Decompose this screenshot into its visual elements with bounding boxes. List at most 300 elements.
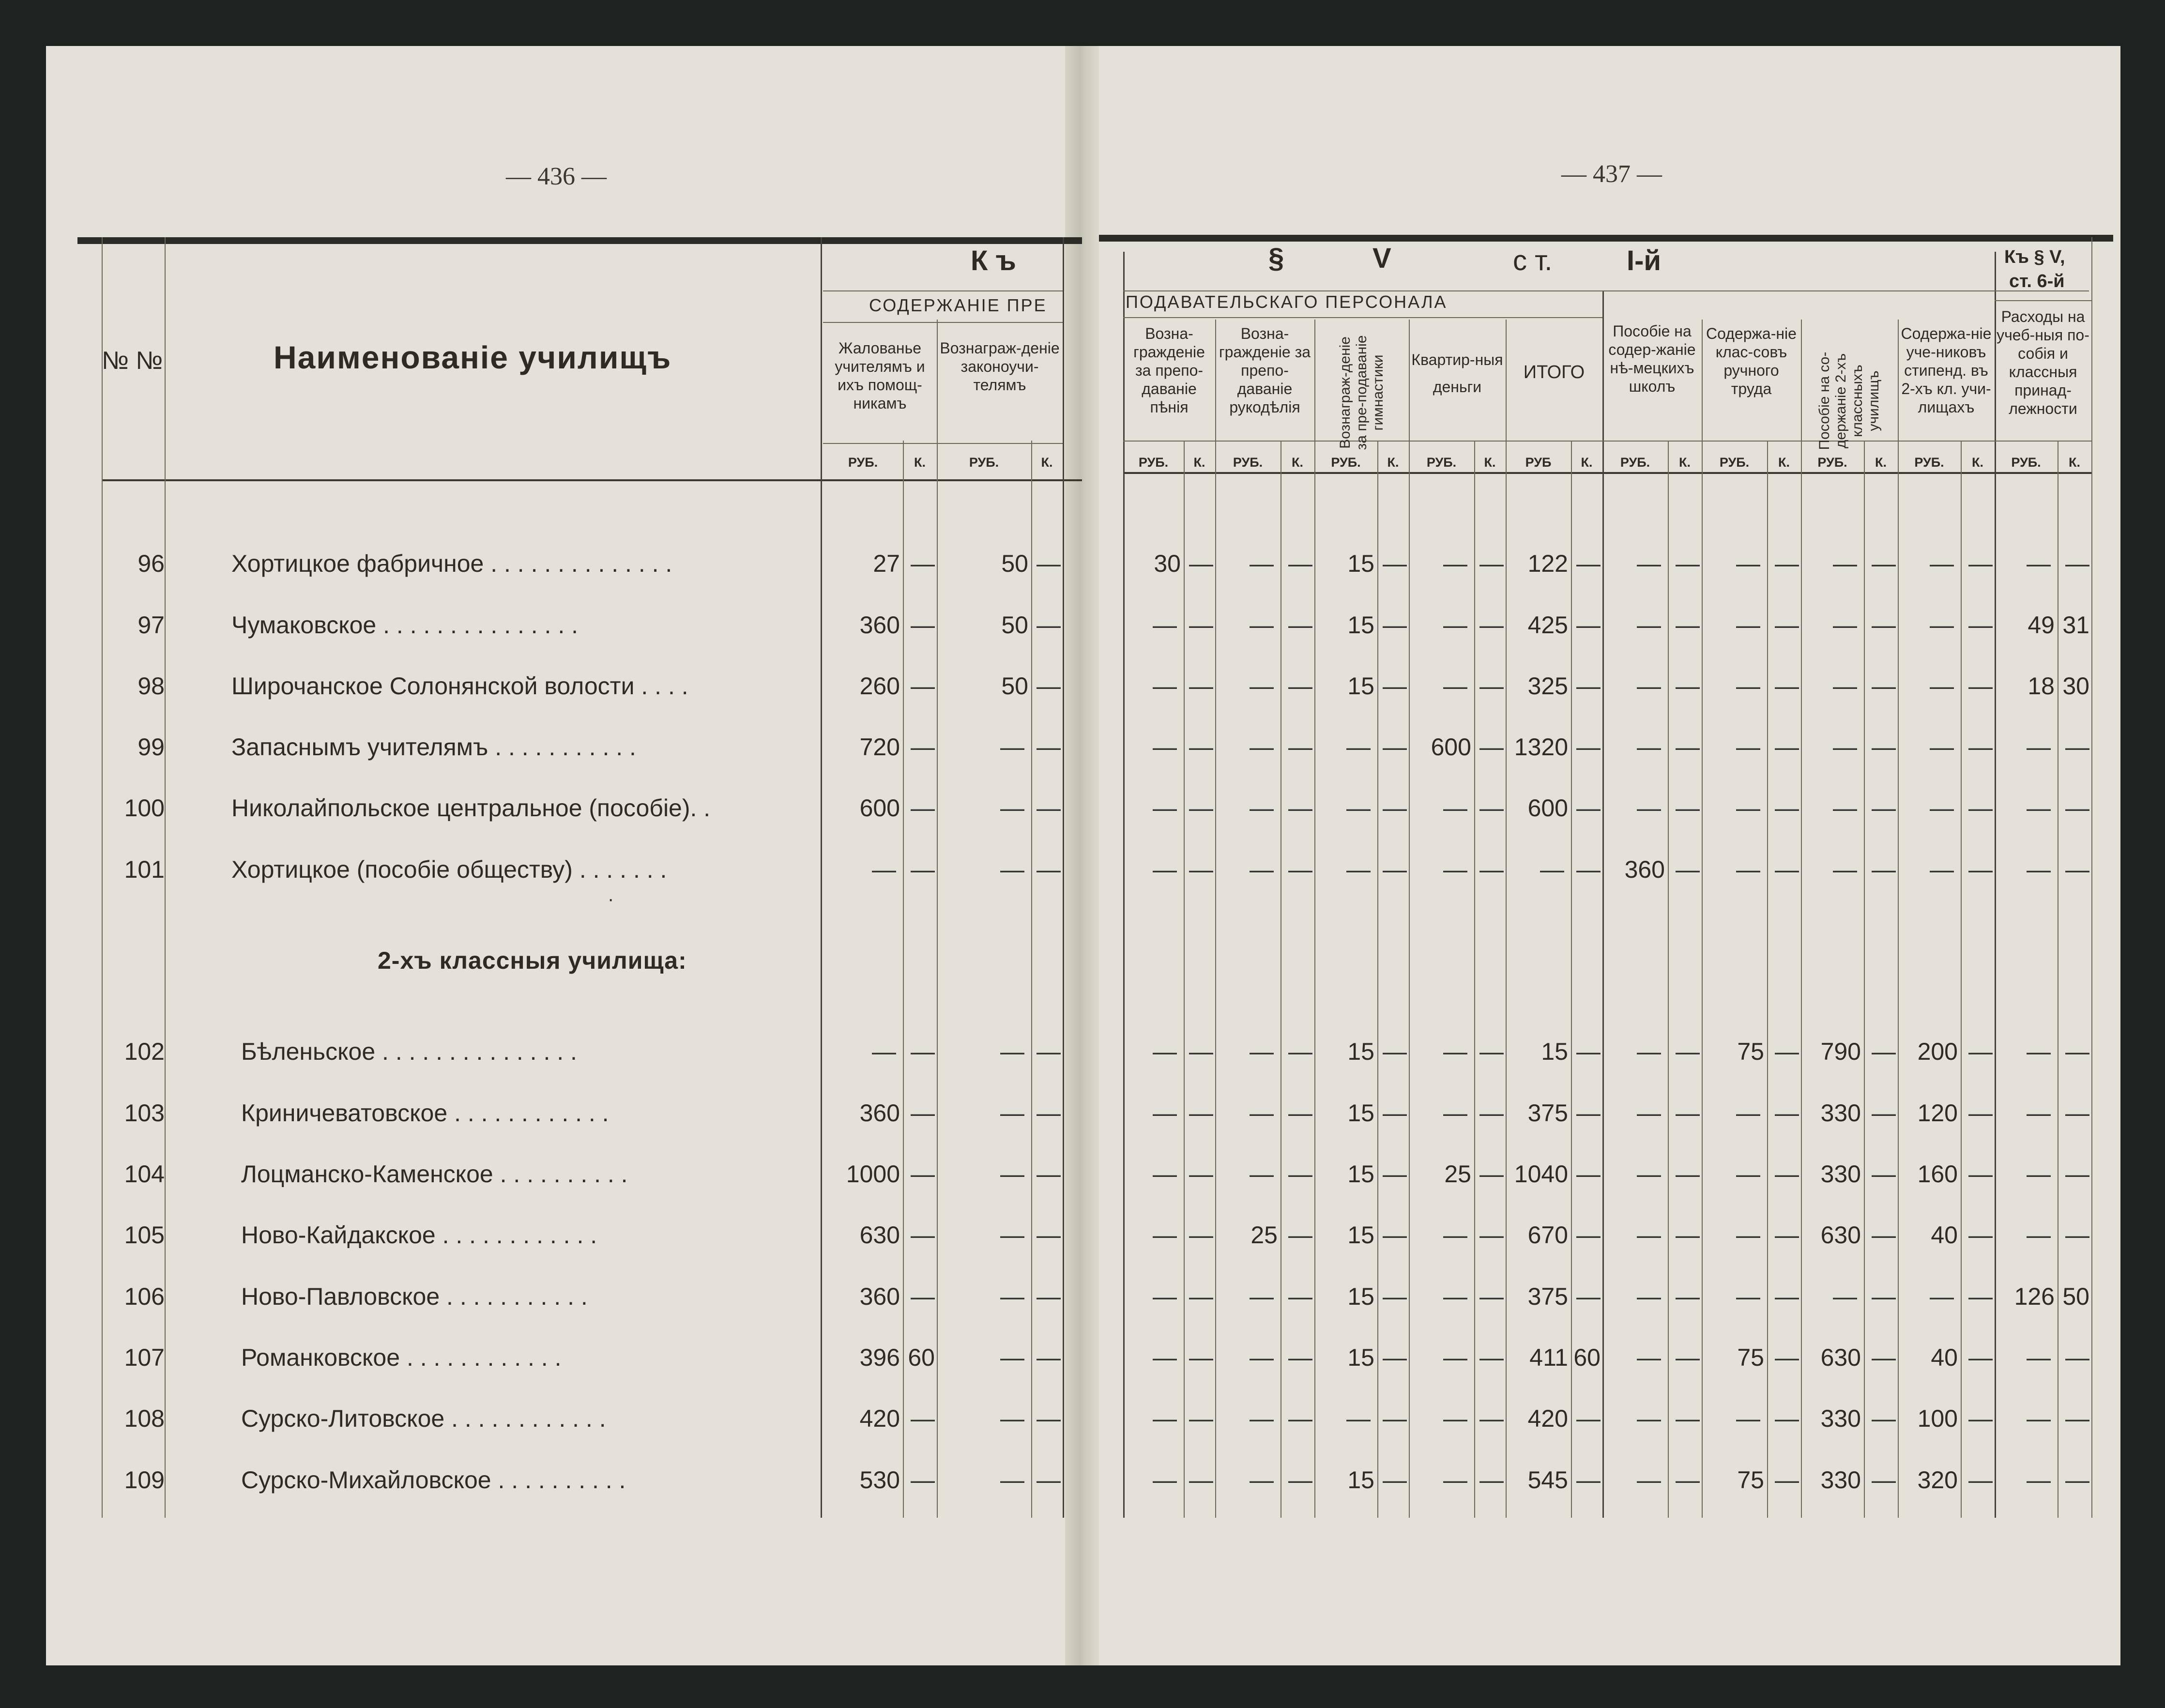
- cell-k-dash: —: [1676, 1283, 1700, 1310]
- column-header-c7: ИТОГО: [1523, 362, 1585, 382]
- column-rule: [937, 320, 938, 1518]
- school-name: Сурско-Литовское . . . . . . . . . . . .: [241, 1405, 606, 1432]
- cell-k-dash: —: [1189, 794, 1213, 822]
- cell-rub: 75: [1737, 1344, 1764, 1371]
- cell-rub-dash: —: [1346, 1405, 1371, 1432]
- cell-k-dash: —: [1189, 1038, 1213, 1065]
- cell-rub: 120: [1917, 1099, 1958, 1127]
- unit-rub: РУБ.: [1620, 455, 1650, 470]
- cell-k-dash: —: [911, 672, 935, 700]
- cell-rub-dash: —: [1637, 1405, 1661, 1432]
- header-rule: [1123, 317, 1602, 318]
- leader-dots: . . . . . . . . . . . .: [435, 1221, 597, 1249]
- cell-k-dash: —: [2065, 1160, 2089, 1188]
- cell-k-dash: —: [911, 1466, 935, 1494]
- header-kv-line2: ст. 6-й: [2009, 271, 2065, 291]
- header-rule: [823, 443, 1063, 444]
- cell-k-dash: —: [1775, 611, 1799, 639]
- header-rule: [823, 290, 1063, 291]
- cell-rub: 15: [1347, 672, 1374, 700]
- cell-k-dash: —: [1479, 1099, 1504, 1127]
- cell-rub-dash: —: [1000, 1466, 1024, 1494]
- cell-rub-dash: —: [1000, 1099, 1024, 1127]
- cell-k-dash: —: [1037, 1221, 1061, 1249]
- school-name: Ново-Павловское . . . . . . . . . . .: [241, 1283, 588, 1310]
- column-header-c6: Квартир-ныя деньги: [1411, 351, 1503, 396]
- cell-rub-dash: —: [1250, 1405, 1274, 1432]
- unit-rub: РУБ.: [1233, 455, 1263, 470]
- cell-k-dash: —: [1968, 1038, 1993, 1065]
- cell-k-dash: —: [1383, 794, 1407, 822]
- cell-k-dash: —: [1576, 856, 1601, 883]
- cell-rub: 200: [1917, 1038, 1958, 1065]
- school-name: Широчанское Солонянской волости . . . .: [231, 672, 688, 700]
- school-name: Бѣленьское . . . . . . . . . . . . . . .: [241, 1038, 577, 1065]
- cell-k-dash: —: [911, 1099, 935, 1127]
- cell-k-dash: —: [2065, 733, 2089, 761]
- header-k: К ъ: [971, 245, 1016, 276]
- cell-k-dash: —: [1968, 1160, 1993, 1188]
- header-rule: [1995, 300, 2091, 301]
- unit-k: К.: [1778, 455, 1790, 470]
- cell-k-dash: —: [1775, 1283, 1799, 1310]
- cell-rub: 15: [1347, 1344, 1374, 1371]
- cell-rub: 375: [1527, 1099, 1568, 1127]
- leader-dots: . . . . . . . . . . . .: [447, 1099, 609, 1127]
- cell-rub-dash: —: [1736, 1405, 1760, 1432]
- cell-k-dash: —: [1383, 672, 1407, 700]
- cell-k-dash: —: [1288, 550, 1312, 577]
- cell-k-dash: —: [1479, 1038, 1504, 1065]
- row-number: 99: [137, 733, 165, 761]
- row-number: 108: [124, 1405, 165, 1432]
- cell-rub-dash: —: [1833, 1283, 1857, 1310]
- row-number: 101: [124, 856, 165, 883]
- cell-k-dash: —: [1479, 1405, 1504, 1432]
- cell-k-dash: —: [1479, 672, 1504, 700]
- name-column-header: Наименованіе училищъ: [274, 339, 672, 375]
- column-rule: [1314, 320, 1315, 1518]
- cell-rub: 25: [1444, 1160, 1471, 1188]
- school-name: Ново-Кайдакское . . . . . . . . . . . .: [241, 1221, 597, 1249]
- cell-k-dash: —: [1872, 856, 1896, 883]
- cell-k-dash: —: [1383, 550, 1407, 577]
- cell-k-dash: —: [1968, 672, 1993, 700]
- cell-rub-dash: —: [1833, 856, 1857, 883]
- cell-k-dash: —: [1872, 1405, 1896, 1432]
- cell-k-dash: —: [1288, 794, 1312, 822]
- row-number: 107: [124, 1344, 165, 1371]
- cell-k-dash: —: [1576, 1466, 1601, 1494]
- cell-rub-dash: —: [2027, 733, 2051, 761]
- cell-rub-dash: —: [1000, 856, 1024, 883]
- cell-k-dash: —: [1383, 1038, 1407, 1065]
- header-first: І-й: [1627, 245, 1662, 276]
- cell-rub-dash: —: [1000, 1038, 1024, 1065]
- cell-k-dash: —: [1383, 611, 1407, 639]
- unit-rub: РУБ.: [1331, 455, 1361, 470]
- cell-rub: 360: [1624, 856, 1665, 883]
- cell-k-dash: —: [1775, 1160, 1799, 1188]
- cell-rub-dash: —: [1637, 1466, 1661, 1494]
- cell-rub-dash: —: [1000, 1221, 1024, 1249]
- row-number: 103: [124, 1099, 165, 1127]
- cell-k-dash: —: [1288, 1160, 1312, 1188]
- cell-k-dash: —: [1383, 1099, 1407, 1127]
- cell-k-dash: —: [2065, 1344, 2089, 1371]
- cell-rub-dash: —: [1736, 550, 1760, 577]
- cell-k-dash: —: [1037, 550, 1061, 577]
- column-rule: [1506, 320, 1507, 1518]
- cell-k-dash: —: [1479, 611, 1504, 639]
- cell-rub: 330: [1820, 1099, 1861, 1127]
- leader-dots: . . . . . . . . . .: [493, 1160, 628, 1188]
- cell-k-dash: —: [1479, 1466, 1504, 1494]
- cell-rub-dash: —: [1346, 794, 1371, 822]
- cell-k-dash: —: [1872, 1283, 1896, 1310]
- cell-k-dash: —: [1383, 1344, 1407, 1371]
- cell-k-dash: —: [1872, 1344, 1896, 1371]
- cell-rub-dash: —: [1346, 733, 1371, 761]
- cell-rub-dash: —: [1250, 1466, 1274, 1494]
- cell-k-dash: —: [1968, 1099, 1993, 1127]
- row-number: 104: [124, 1160, 165, 1188]
- cell-k-dash: —: [911, 1160, 935, 1188]
- cell-rub-dash: —: [1736, 1283, 1760, 1310]
- cell-rub: 360: [859, 1099, 900, 1127]
- column-rule: [102, 237, 103, 1518]
- cell-rub-dash: —: [1250, 1038, 1274, 1065]
- cell-rub: 630: [1820, 1344, 1861, 1371]
- column-header-c10: Пособіе на со-держаніе 2-хъ классныхъ училищъ: [1816, 351, 1882, 450]
- cell-k-dash: —: [1383, 1221, 1407, 1249]
- cell-rub: 330: [1820, 1466, 1861, 1494]
- cell-rub: 122: [1527, 550, 1568, 577]
- leader-dots: . . . . . . . . . . .: [488, 733, 636, 761]
- cell-rub: 40: [1931, 1344, 1958, 1371]
- cell-k-dash: —: [1775, 794, 1799, 822]
- unit-k: К.: [914, 455, 926, 470]
- cell-k-dash: —: [1288, 611, 1312, 639]
- cell-rub-dash: —: [2027, 794, 2051, 822]
- cell-k-dash: —: [1576, 550, 1601, 577]
- cell-k-dash: —: [1775, 1221, 1799, 1249]
- cell-k-dash: —: [1479, 794, 1504, 822]
- cell-rub: 30: [1154, 550, 1181, 577]
- cell-k-dash: —: [1288, 733, 1312, 761]
- cell-rub-dash: —: [1637, 1283, 1661, 1310]
- cell-rub-dash: —: [1833, 733, 1857, 761]
- leader-dots: . . . . . . . . . . . . . . .: [375, 1038, 577, 1065]
- cell-rub: 15: [1541, 1038, 1568, 1065]
- column-rule: [1898, 320, 1899, 1518]
- cell-k-dash: —: [1775, 550, 1799, 577]
- cell-k-dash: —: [1576, 1099, 1601, 1127]
- cell-k-dash: —: [911, 794, 935, 822]
- cell-rub-dash: —: [1637, 672, 1661, 700]
- cell-rub: 360: [859, 611, 900, 639]
- cell-rub: 530: [859, 1466, 900, 1494]
- cell-rub-dash: —: [1443, 672, 1467, 700]
- top-rule-right: [1099, 235, 2113, 242]
- cell-rub-dash: —: [1930, 550, 1954, 577]
- cell-rub: 15: [1347, 1283, 1374, 1310]
- leader-dots: . . . . . . . . . . . . . . .: [376, 611, 578, 639]
- row-number: 109: [124, 1466, 165, 1494]
- cell-k-dash: —: [1676, 1038, 1700, 1065]
- column-rule: [1063, 237, 1064, 1518]
- cell-k-dash: —: [1676, 611, 1700, 639]
- cell-k-dash: —: [1479, 733, 1504, 761]
- cell-rub-dash: —: [1153, 1344, 1177, 1371]
- cell-k-dash: —: [1189, 611, 1213, 639]
- cell-rub-dash: —: [1930, 794, 1954, 822]
- school-name: Хортицкое фабричное . . . . . . . . . . . . . .: [231, 550, 672, 577]
- cell-rub-dash: —: [1637, 794, 1661, 822]
- unit-k: К.: [1679, 455, 1691, 470]
- cell-rub: 790: [1820, 1038, 1861, 1065]
- cell-k-dash: —: [1288, 1344, 1312, 1371]
- cell-k-dash: —: [1872, 1160, 1896, 1188]
- cell-k-dash: —: [1479, 1344, 1504, 1371]
- unit-rub: РУБ.: [969, 455, 999, 470]
- cell-k-dash: —: [1288, 1466, 1312, 1494]
- cell-rub: 75: [1737, 1466, 1764, 1494]
- cell-k-dash: —: [1872, 1221, 1896, 1249]
- school-name: Сурско-Михайловское . . . . . . . . . .: [241, 1466, 626, 1494]
- cell-rub-dash: —: [1153, 1221, 1177, 1249]
- cell-k-dash: —: [1189, 1221, 1213, 1249]
- cell-rub: 420: [859, 1405, 900, 1432]
- cell-k-dash: —: [2065, 1099, 2089, 1127]
- cell-rub-dash: —: [1250, 794, 1274, 822]
- cell-rub-dash: —: [1000, 1283, 1024, 1310]
- cell-k-dash: —: [1037, 1344, 1061, 1371]
- cell-rub-dash: —: [1153, 1099, 1177, 1127]
- row-number: 98: [137, 672, 165, 700]
- cell-rub-dash: —: [1250, 672, 1274, 700]
- row-number: 102: [124, 1038, 165, 1065]
- cell-rub-dash: —: [1637, 1038, 1661, 1065]
- cell-k-dash: —: [1288, 1405, 1312, 1432]
- cell-k-dash: —: [1288, 856, 1312, 883]
- cell-k-dash: —: [1968, 1283, 1993, 1310]
- cell-k-dash: —: [1037, 1283, 1061, 1310]
- column-rule: [1602, 290, 1604, 1518]
- cell-k-dash: —: [1037, 611, 1061, 639]
- column-rule: [2091, 237, 2092, 1518]
- unit-k: К.: [1193, 455, 1205, 470]
- cell-rub-dash: —: [1637, 1221, 1661, 1249]
- cell-k-dash: —: [1479, 1221, 1504, 1249]
- leader-dots: . . . . . . .: [572, 856, 667, 883]
- cell-rub-dash: —: [1637, 733, 1661, 761]
- cell-k-dash: —: [911, 733, 935, 761]
- cell-k-dash: —: [1676, 794, 1700, 822]
- cell-rub-dash: —: [1443, 1099, 1467, 1127]
- unit-k: К.: [1484, 455, 1496, 470]
- cell-k-dash: —: [1775, 733, 1799, 761]
- cell-rub-dash: —: [1250, 856, 1274, 883]
- cell-rub-dash: —: [1000, 1160, 1024, 1188]
- cell-rub: 600: [1431, 733, 1471, 761]
- cell-rub: 670: [1527, 1221, 1568, 1249]
- cell-k-dash: —: [1576, 672, 1601, 700]
- unit-k: К.: [1972, 455, 1983, 470]
- cell-k-dash: —: [1775, 1466, 1799, 1494]
- cell-rub: 75: [1737, 1038, 1764, 1065]
- cell-k-dash: —: [1189, 1160, 1213, 1188]
- unit-rub: РУБ.: [848, 455, 878, 470]
- cell-rub: 630: [1820, 1221, 1861, 1249]
- column-rule: [1215, 320, 1216, 1518]
- column-header-c3: Возна-гражденіе за препо-даваніе пѣнія: [1133, 325, 1205, 416]
- cell-rub: 600: [1527, 794, 1568, 822]
- cell-rub-dash: —: [1736, 611, 1760, 639]
- cell-k-dash: —: [1676, 1160, 1700, 1188]
- header-rule-right: [1123, 472, 2091, 474]
- cell-k-dash: —: [1037, 856, 1061, 883]
- cell-rub-dash: —: [2027, 1466, 2051, 1494]
- unit-rub: РУБ.: [1817, 455, 1847, 470]
- cell-k-dash: —: [911, 1405, 935, 1432]
- cell-k-dash: —: [1968, 794, 1993, 822]
- cell-k-dash: —: [1676, 672, 1700, 700]
- column-header-c8: Пособіе на содер-жаніе нѣ-мецкихъ школъ: [1608, 322, 1696, 395]
- cell-k-dash: —: [1872, 1099, 1896, 1127]
- column-rule: [1702, 320, 1703, 1518]
- cell-k-dash: —: [1189, 1466, 1213, 1494]
- cell-rub-dash: —: [1250, 550, 1274, 577]
- cell-k: 60: [1573, 1344, 1601, 1371]
- cell-k: 60: [908, 1344, 935, 1371]
- column-header-c1: Жалованье учителямъ и ихъ помощ-никамъ: [835, 339, 925, 412]
- cell-rub-dash: —: [1736, 794, 1760, 822]
- cell-rub: 600: [859, 794, 900, 822]
- cell-k-dash: —: [1576, 1283, 1601, 1310]
- cell-k-dash: —: [1479, 856, 1504, 883]
- cell-rub: 126: [2014, 1283, 2055, 1310]
- cell-rub-dash: —: [1637, 550, 1661, 577]
- cell-rub-dash: —: [1736, 1099, 1760, 1127]
- leader-dots: . . . . . . . . . .: [491, 1466, 626, 1494]
- cell-rub-dash: —: [1000, 794, 1024, 822]
- cell-rub: 50: [1001, 611, 1028, 639]
- school-name: Лоцманско-Каменское . . . . . . . . . .: [241, 1160, 628, 1188]
- cell-k-dash: —: [1189, 1344, 1213, 1371]
- cell-rub-dash: —: [872, 856, 896, 883]
- cell-rub-dash: —: [1153, 672, 1177, 700]
- column-header-c11: Содержа-ніе уче-никовъ стипенд. въ 2-хъ кл. учи-лищахъ: [1901, 325, 1992, 416]
- column-rule: [1123, 252, 1125, 1518]
- unit-k: К.: [1292, 455, 1303, 470]
- column-header-c5: Вознаграж-деніе за пре-подаваніе гимнастики: [1337, 335, 1386, 450]
- cell-rub-dash: —: [1153, 733, 1177, 761]
- cell-rub: 160: [1917, 1160, 1958, 1188]
- cell-rub: 360: [859, 1283, 900, 1310]
- cell-k-dash: —: [911, 1038, 935, 1065]
- cell-rub-dash: —: [1930, 672, 1954, 700]
- cell-k-dash: —: [1968, 1466, 1993, 1494]
- unit-rub: РУБ.: [1138, 455, 1169, 470]
- cell-rub: 40: [1931, 1221, 1958, 1249]
- unit-rub: РУБ.: [2011, 455, 2041, 470]
- cell-rub-dash: —: [1443, 1344, 1467, 1371]
- cell-k-dash: —: [1775, 1405, 1799, 1432]
- cell-rub-dash: —: [1153, 1405, 1177, 1432]
- leader-dots: . . . . . . . . . . . . . .: [484, 550, 672, 577]
- cell-rub: 15: [1347, 611, 1374, 639]
- cell-rub-dash: —: [1153, 856, 1177, 883]
- column-header-c12: Расходы на учеб-ныя по-собія и классныя принад-лежности: [1997, 308, 2089, 417]
- cell-rub: 100: [1917, 1405, 1958, 1432]
- cell-rub: 49: [2028, 611, 2055, 639]
- cell-rub-dash: —: [1153, 611, 1177, 639]
- column-header-c4: Возна-гражденіе за препо-даваніе рукодѣлія: [1219, 325, 1311, 416]
- cell-rub: 18: [2028, 672, 2055, 700]
- leader-dots: . . . .: [634, 672, 688, 700]
- column-header-c2: Вознаграж-деніе законоучи-телямъ: [940, 339, 1060, 394]
- header-rule-left: [102, 479, 1082, 481]
- cell-k-dash: —: [1968, 550, 1993, 577]
- cell-rub-dash: —: [1443, 1466, 1467, 1494]
- cell-rub-dash: —: [1000, 1405, 1024, 1432]
- unit-rub: РУБ: [1525, 455, 1552, 470]
- unit-rub: РУБ.: [1914, 455, 1944, 470]
- cell-k-dash: —: [1676, 1344, 1700, 1371]
- cell-k-dash: —: [1968, 1405, 1993, 1432]
- cell-rub-dash: —: [1153, 1160, 1177, 1188]
- cell-k-dash: —: [1872, 611, 1896, 639]
- cell-rub-dash: —: [1443, 1038, 1467, 1065]
- content-caption-left: СОДЕРЖАНІЕ ПРЕ: [869, 295, 1047, 315]
- cell-k-dash: —: [1576, 1038, 1601, 1065]
- cell-k-dash: —: [1383, 1283, 1407, 1310]
- cell-rub-dash: —: [1443, 1283, 1467, 1310]
- cell-rub: 1320: [1514, 733, 1568, 761]
- cell-k-dash: —: [1288, 1221, 1312, 1249]
- page-number-left: — 436 —: [506, 163, 607, 190]
- cell-k-dash: —: [1576, 1160, 1601, 1188]
- cell-k-dash: —: [1872, 733, 1896, 761]
- cell-k-dash: —: [1676, 733, 1700, 761]
- cell-rub-dash: —: [1637, 1160, 1661, 1188]
- cell-rub-dash: —: [1637, 1099, 1661, 1127]
- leader-dots: .: [697, 794, 711, 822]
- cell-k-dash: —: [1676, 1099, 1700, 1127]
- column-rule: [1409, 320, 1410, 1518]
- cell-rub-dash: —: [1637, 1344, 1661, 1371]
- cell-k-dash: —: [1872, 1466, 1896, 1494]
- row-number: 100: [124, 794, 165, 822]
- cell-rub: 720: [859, 733, 900, 761]
- cell-rub: 375: [1527, 1283, 1568, 1310]
- cell-k-dash: —: [1676, 1466, 1700, 1494]
- cell-rub-dash: —: [1443, 1221, 1467, 1249]
- cell-rub-dash: —: [1000, 1344, 1024, 1371]
- cell-rub-dash: —: [1736, 672, 1760, 700]
- cell-rub-dash: —: [1443, 856, 1467, 883]
- cell-rub-dash: —: [1736, 1160, 1760, 1188]
- unit-k: К.: [1581, 455, 1593, 470]
- cell-k-dash: —: [1968, 1344, 1993, 1371]
- cell-k-dash: —: [1037, 672, 1061, 700]
- cell-k-dash: —: [1775, 1099, 1799, 1127]
- cell-rub-dash: —: [1443, 611, 1467, 639]
- cell-k-dash: —: [1479, 1160, 1504, 1188]
- cell-rub-dash: —: [1736, 856, 1760, 883]
- cell-k-dash: —: [1872, 550, 1896, 577]
